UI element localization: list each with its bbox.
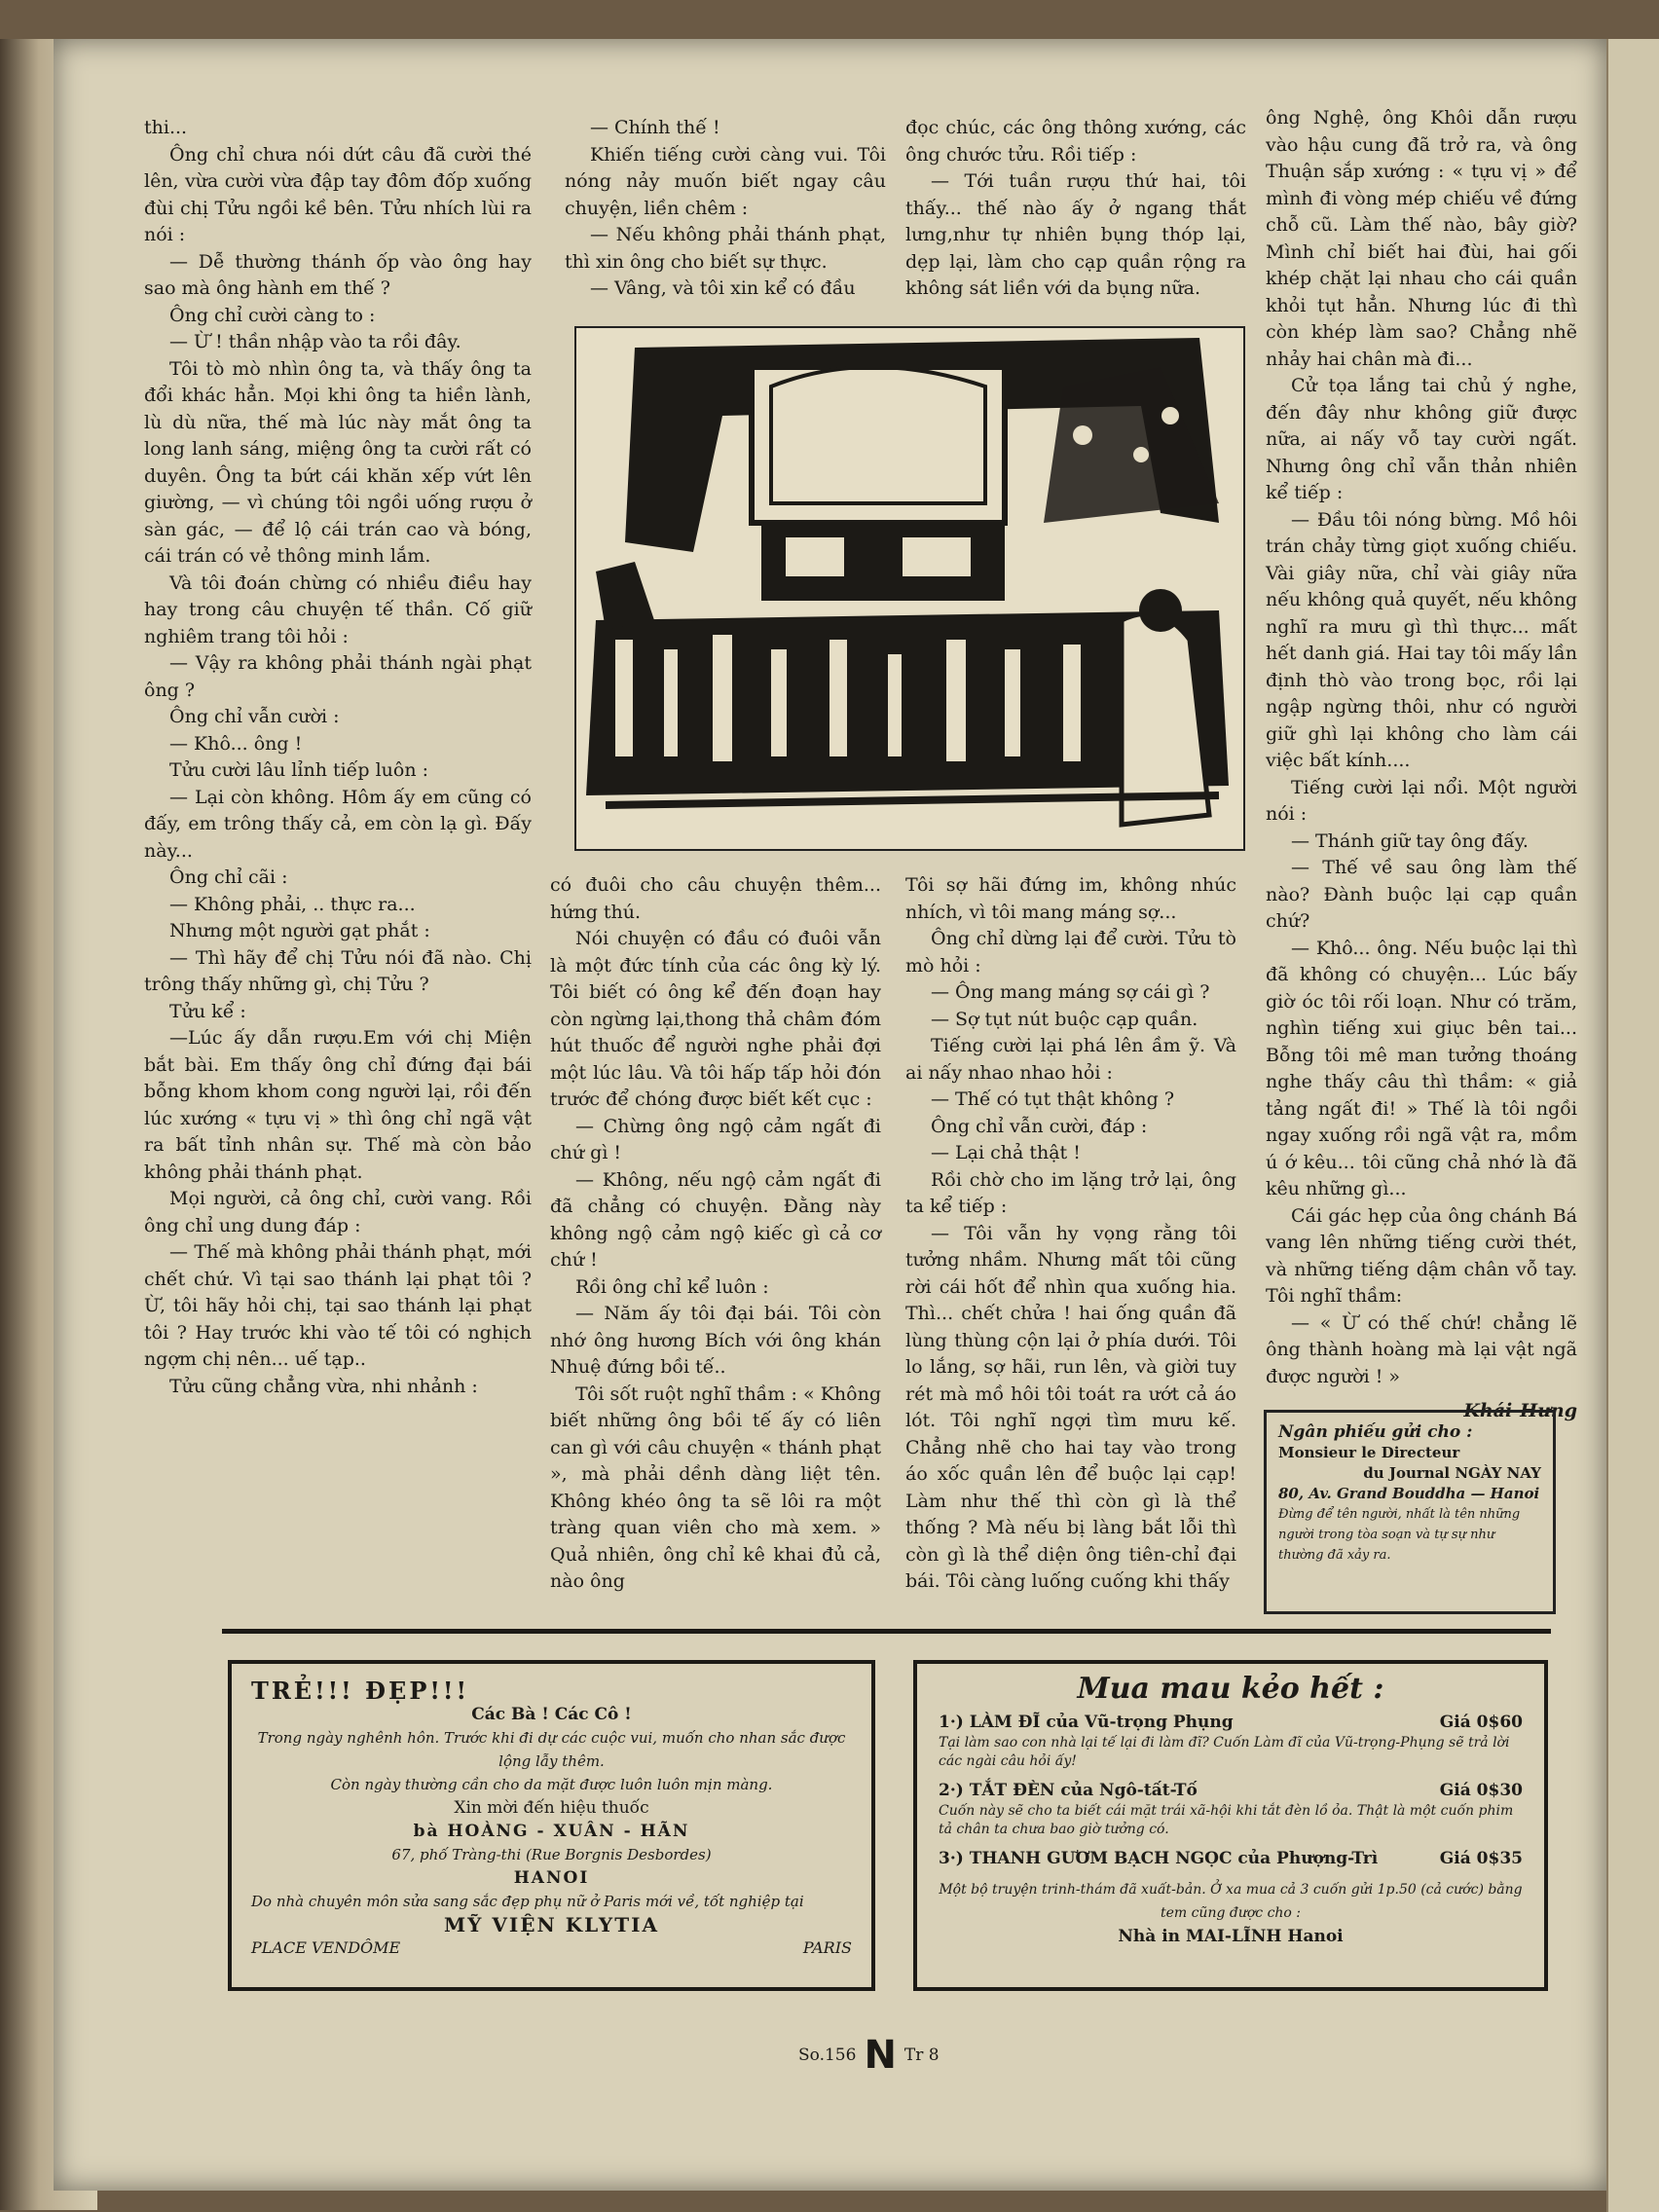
paragraph: —Lúc ấy dẫn rượu.Em với chị Miện bắt bài. Em thấy ông chỉ đứng đại bái bỗng khom khom cong người lại, rồi đến lúc xướng « tựu vị » thì ông chỉ ngã vật ra bất tỉnh nhân sự. Thế mà còn bảo không phải thánh phạt. xyxy=(144,1027,532,1183)
paragraph: Tôi tò mò nhìn ông ta, và thấy ông ta đổi khác hẳn. Mọi khi ông ta hiền lành, lù dù nữa, thế mà lúc này mắt ông ta long lanh sáng, miệng ông ta cười rất có duyên. Ông ta bứt cái khăn xếp vứt lên giường, — vì chúng tôi ngồi uống rượu ở sàn gác, — để lộ cái trán cao và bóng, cái trán có vẻ thông minh lắm. xyxy=(144,357,532,567)
page-number: Tr 8 xyxy=(903,2046,940,2065)
paragraph: Tửu cũng chẳng vừa, nhi nhảnh : xyxy=(169,1375,478,1397)
book-price: Giá 0$30 xyxy=(1439,1781,1523,1800)
paragraph: Rồi ông chỉ kể luôn : xyxy=(575,1275,769,1298)
book-price: Giá 0$35 xyxy=(1439,1849,1523,1868)
paragraph: — Lại còn không. Hôm ấy em cũng có đấy, em trông thấy cả, em còn lạ gì. Đấy này... xyxy=(144,786,532,862)
ink-illustration xyxy=(574,326,1245,851)
ad-invite: Xin mời đến hiệu thuốc xyxy=(454,1798,649,1818)
ad-line2: Còn ngày thường cần cho da mặt được luôn luôn mịn màng. xyxy=(330,1776,773,1793)
page-footer xyxy=(798,2033,940,2078)
paragraph: Tiếng cười lại phá lên ầm ỹ. Và ai nấy nhao nhao hỏi : xyxy=(905,1035,1236,1084)
author-signature: Khái-Hưng xyxy=(1463,1400,1577,1421)
notice-heading: Ngân phiếu gửi cho : xyxy=(1278,1422,1473,1442)
paragraph: Ông chỉ cười càng to : xyxy=(169,304,376,326)
paragraph: — Lại chả thật ! xyxy=(931,1142,1081,1163)
ad-line3: Do nhà chuyên môn sửa sang sắc đẹp phụ nữ ở Paris mới về, tốt nghiệp tại xyxy=(251,1893,804,1910)
issue-number: So.156 xyxy=(798,2046,857,2065)
paragraph: — Thế có tụt thật không ? xyxy=(931,1088,1175,1110)
paragraph: Ông chỉ vẫn cười : xyxy=(169,706,340,727)
paragraph: có đuôi cho câu chuyện thêm... hứng thú. xyxy=(550,874,881,923)
column-4 xyxy=(1266,105,1577,1425)
paragraph: đọc chúc, các ông thông xướng, các ông chước tửu. Rồi tiếp : xyxy=(905,117,1246,166)
paragraph: — Không, nếu ngộ cảm ngất đi đã chẳng có chuyện. Đằng này không ngộ cảm ngộ kiếc gì cả cơ chứ ! xyxy=(550,1168,881,1271)
paragraph: — Chừng ông ngộ cảm ngất đi chứ gì ! xyxy=(550,1115,881,1163)
paragraph: Tửu cười lâu lỉnh tiếp luôn : xyxy=(169,759,428,781)
paragraph: — Vâng, và tôi xin kể có đầu xyxy=(590,277,856,299)
paragraph: — Nếu không phải thánh phạt, thì xin ông cho biết sự thực. xyxy=(565,224,886,273)
paragraph: Ông chỉ vẫn cười, đáp : xyxy=(931,1115,1148,1137)
paragraph: — Vậy ra không phải thánh ngài phạt ông ? xyxy=(144,652,532,701)
paragraph: — Dễ thường thánh ốp vào ông hay sao mà ông hành em thế ? xyxy=(144,250,532,299)
paragraph: Cử tọa lắng tai chủ ý nghe, đến đây như không giữ được nữa, ai nấy vỗ tay cười ngất. Nhưng ông chỉ vẫn thản nhiên kể tiếp : xyxy=(1266,375,1577,503)
ad-address: 67, phố Tràng-thi (Rue Borgnis Desbordes) xyxy=(391,1846,712,1863)
paragraph: — Thì hãy để chị Tửu nói đã nào. Chị trông thấy những gì, chị Tửu ? xyxy=(144,946,532,995)
paragraph: — Thế mà không phải thánh phạt, mới chết chứ. Vì tại sao thánh lại phạt tôi ? Ừ, tôi hãy hỏi chị, tại sao thánh lại phạt tôi ? Hay trước khi vào tế tôi có nghịch ngợm chị nên... uế tạp.. xyxy=(144,1241,532,1370)
paragraph: Tiếng cười lại nổi. Một người nói : xyxy=(1266,776,1577,825)
notice-note: Đừng để tên người, nhất là tên những người trong tòa soạn và tự sự như thường đã xảy ra. xyxy=(1278,1507,1521,1563)
books-ad xyxy=(913,1660,1548,1991)
books-ad-title: Mua mau kẻo hết : xyxy=(1077,1672,1384,1706)
paragraph: — Khô... ông. Nếu buộc lại thì đã không có chuyện... Lúc bấy giờ óc tôi rối loạn. Như có trăm, nghìn tiếng xui giục bên tai... Bỗng tôi mê man tưởng thoáng nghe thấy câu thì thầm: « giả tảng ngất đi! » Thế là tôi ngồi ngay xuống rồi ngã vật ra, mồm ú ớ kêu... tôi cũng chả nhớ là đã kêu những gì... xyxy=(1266,937,1577,1199)
paragraph: Ông chỉ chưa nói dứt câu đã cười thé lên, vừa cười vừa đập tay đôm đốp xuống đùi chị Tửu ngồi kề bên. Tửu nhích lùi ra nói : xyxy=(144,143,532,245)
next-page-edge xyxy=(1606,39,1659,2212)
paragraph: — « Ừ có thế chứ! chẳng lẽ ông thành hoàng mà lại vật ngã được người ! » xyxy=(1266,1311,1577,1387)
paragraph: — Thế về sau ông làm thế nào? Đành buộc lại cạp quần chứ? xyxy=(1266,857,1577,932)
paragraph: — Không phải, .. thực ra... xyxy=(169,893,416,915)
ad-footer xyxy=(251,1936,852,1960)
paragraph: Rồi chờ cho im lặng trở lại, ông ta kể tiếp : xyxy=(905,1168,1236,1217)
village-ceremony-drawing xyxy=(576,328,1243,849)
paragraph: thi... xyxy=(144,117,188,138)
notice-address: 80, Av. Grand Bouddha — Hanoi xyxy=(1278,1485,1540,1502)
paragraph: Tửu kể : xyxy=(169,1000,246,1022)
paragraph: — Tôi vẫn hy vọng rằng tôi tưởng nhầm. Nhưng mất tôi cũng rời cái hốt để nhìn qua xuống hia. Thì... chết chửa ! hai ống quần đã lùng thùng cộn lại ở phía dưới. Tôi lo lắng, sợ hãi, run lên, và giời tuy rét mà mồ hôi tôi toát ra ướt cả áo lót. Tôi nghĩ ngợi tìm mưu kế. Chẳng nhẽ cho hai tay vào trong áo xốc quần lên để buộc lại cạp! Làm như thế thì còn gì là thể thống ? Mà nếu bị làng bắt lỗi thì còn gì là thể diện ông tiên-chỉ đại bái. Tôi càng luống cuống khi thấy xyxy=(905,1222,1236,1592)
book-title: 2·) TẮT ĐÈN của Ngô-tất-Tố xyxy=(939,1781,1198,1800)
ad-city: HANOI xyxy=(513,1868,590,1888)
paragraph: Và tôi đoán chừng có nhiều điều hay hay trong câu chuyện tế thần. Cố giữ nghiêm trang tôi hỏi : xyxy=(144,571,532,647)
column-3-top xyxy=(905,115,1246,303)
paragraph: — Chính thế ! xyxy=(590,117,720,138)
paragraph: — Ừ ! thần nhập vào ta rồi đây. xyxy=(169,331,461,352)
paragraph: Ông chỉ cãi : xyxy=(169,866,288,888)
book-title: 3·) THANH GƯƠM BẠCH NGỌC của Phượng-Trì xyxy=(939,1849,1379,1868)
paragraph: Khiến tiếng cười càng vui. Tôi nóng nảy muốn biết ngay câu chuyện, liền chêm : xyxy=(565,143,886,219)
paragraph: — Ông mang máng sợ cái gì ? xyxy=(931,981,1210,1003)
column-3-bottom xyxy=(905,872,1236,1596)
beauty-salon-ad xyxy=(228,1660,875,1991)
book-item xyxy=(939,1711,1523,1734)
book-item xyxy=(939,1779,1523,1802)
ad-paris: PARIS xyxy=(802,1938,852,1957)
ad-greeting: Các Bà ! Các Cô ! xyxy=(471,1705,632,1724)
paragraph: — Thánh giữ tay ông đấy. xyxy=(1291,830,1529,852)
book-description: Tại làm sao con nhà lại tế lại đi làm đĩ? Cuốn Làm đĩ của Vũ-trọng-Phụng sẽ trả lời các ngài câu hỏi ấy! xyxy=(939,1735,1510,1769)
ad-name: bà HOÀNG - XUÂN - HÃN xyxy=(413,1822,690,1841)
books-ad-publisher: Nhà in MAI-LĨNH Hanoi xyxy=(1118,1927,1344,1946)
book-description: Cuốn này sẽ cho ta biết cái mặt trái xã-hội khi tắt đèn lồ ỏa. Thật là một cuốn phim tả chân ta chưa bao giờ tưởng có. xyxy=(939,1803,1514,1837)
ad-place: PLACE VENDÔME xyxy=(251,1938,401,1957)
paragraph: Nói chuyện có đầu có đuôi vẫn là một đức tính của các ông kỳ lý. Tôi biết có ông kể đến đoạn hay còn ngừng lại,thong thả châm đóm hút thuốc để người nghe phải đợi một lúc lâu. Và tôi hấp tấp hỏi đón trước để chóng được biết kết cục : xyxy=(550,928,881,1110)
book-price: Giá 0$60 xyxy=(1439,1713,1523,1732)
ad-headline: TRẺ!!! ĐẸP!!! xyxy=(251,1677,469,1705)
paragraph: — Tới tuần rượu thứ hai, tôi thấy... thế nào ấy ở ngang thắt lưng,như tự nhiên bụng thóp lại, dẹp lại, làm cho cạp quần rộng ra không sát liền với da bụng nữa. xyxy=(905,170,1246,299)
paragraph: — Năm ấy tôi đại bái. Tôi còn nhớ ông hương Bích với ông khán Nhuệ đứng bồi tế.. xyxy=(550,1303,881,1378)
paragraph: — Khô... ông ! xyxy=(169,732,303,755)
book-item xyxy=(939,1847,1523,1870)
notice-line1: Monsieur le Directeur xyxy=(1278,1444,1460,1461)
paragraph: — Sợ tụt nút buộc cạp quần. xyxy=(931,1008,1198,1030)
ad-line1: Trong ngày nghênh hôn. Trước khi đi dự các cuộc vui, muốn cho nhan sắc được lộng lẫy thêm. xyxy=(257,1729,846,1770)
paragraph: Nhưng một người gạt phắt : xyxy=(169,920,430,941)
paragraph: Tôi sốt ruột nghĩ thầm : « Không biết những ông bồi tế ấy có liên can gì với câu chuyện « thánh phạt », mà phải dềnh dàng liệt tên. Không khéo ông ta sẽ lôi ra một tràng quan viên cho mà xem. » Quả nhiên, ông chỉ kê khai đủ cả, nào ông xyxy=(550,1382,881,1592)
books-ad-note: Một bộ truyện trinh-thám đã xuất-bản. Ở xa mua cả 3 cuốn gửi 1p.50 (cả cước) bằng tem cũng được cho : xyxy=(939,1882,1523,1921)
notice-line2: du Journal NGÀY NAY xyxy=(1363,1464,1541,1482)
section-divider xyxy=(222,1629,1551,1634)
book-title: 1·) LÀM ĐĨ của Vũ-trọng Phụng xyxy=(939,1713,1234,1732)
ad-institute: MỸ VIỆN KLYTIA xyxy=(444,1913,659,1936)
paragraph: Cái gác hẹp của ông chánh Bá vang lên những tiếng cười thét, và những tiếng dậm chân vỗ tay. Tôi nghĩ thầm: xyxy=(1266,1204,1577,1307)
column-1 xyxy=(144,115,532,1400)
paragraph: — Đầu tôi nóng bừng. Mồ hôi trán chảy từng giọt xuống chiếu. Vài giây nữa, chỉ vài giây nữa nếu không quả quyết, nếu không nghĩ ra mưu gì thì thực... mất hết danh giá. Hai tay tôi mấy lần định thò vào trong bọc, rồi lại ngập ngừng thôi, như có người giữ ghì lại không cho làm cái việc bất kính.... xyxy=(1266,508,1577,771)
paragraph: Ông chỉ dừng lại để cười. Tửu tò mò hỏi : xyxy=(905,928,1236,977)
paragraph: Mọi người, cả ông chỉ, cười vang. Rồi ông chỉ ung dung đáp : xyxy=(144,1188,532,1236)
money-order-notice xyxy=(1264,1410,1556,1614)
column-2-top xyxy=(565,115,886,303)
column-2-bottom xyxy=(550,872,881,1596)
paragraph: Tôi sợ hãi đứng im, không nhúc nhích, vì tôi mang máng sợ... xyxy=(905,874,1236,923)
ngay-nay-logo: N xyxy=(864,2033,897,2078)
paragraph: ông Nghệ, ông Khôi dẫn rượu vào hậu cung đã trở ra, và ông Thuận sắp xướng : « tựu vị » để mình đi vòng mép chiếu về đứng chỗ cũ. Làm thế nào, bây giờ? Mình chỉ biết hai đùi, hai gối khép chặt lại nhau cho cái quần khỏi tụt hẳn. Nhưng lúc đi thì còn khép làm sao? Chẳng nhẽ nhảy hai chân mà đi... xyxy=(1266,107,1577,370)
